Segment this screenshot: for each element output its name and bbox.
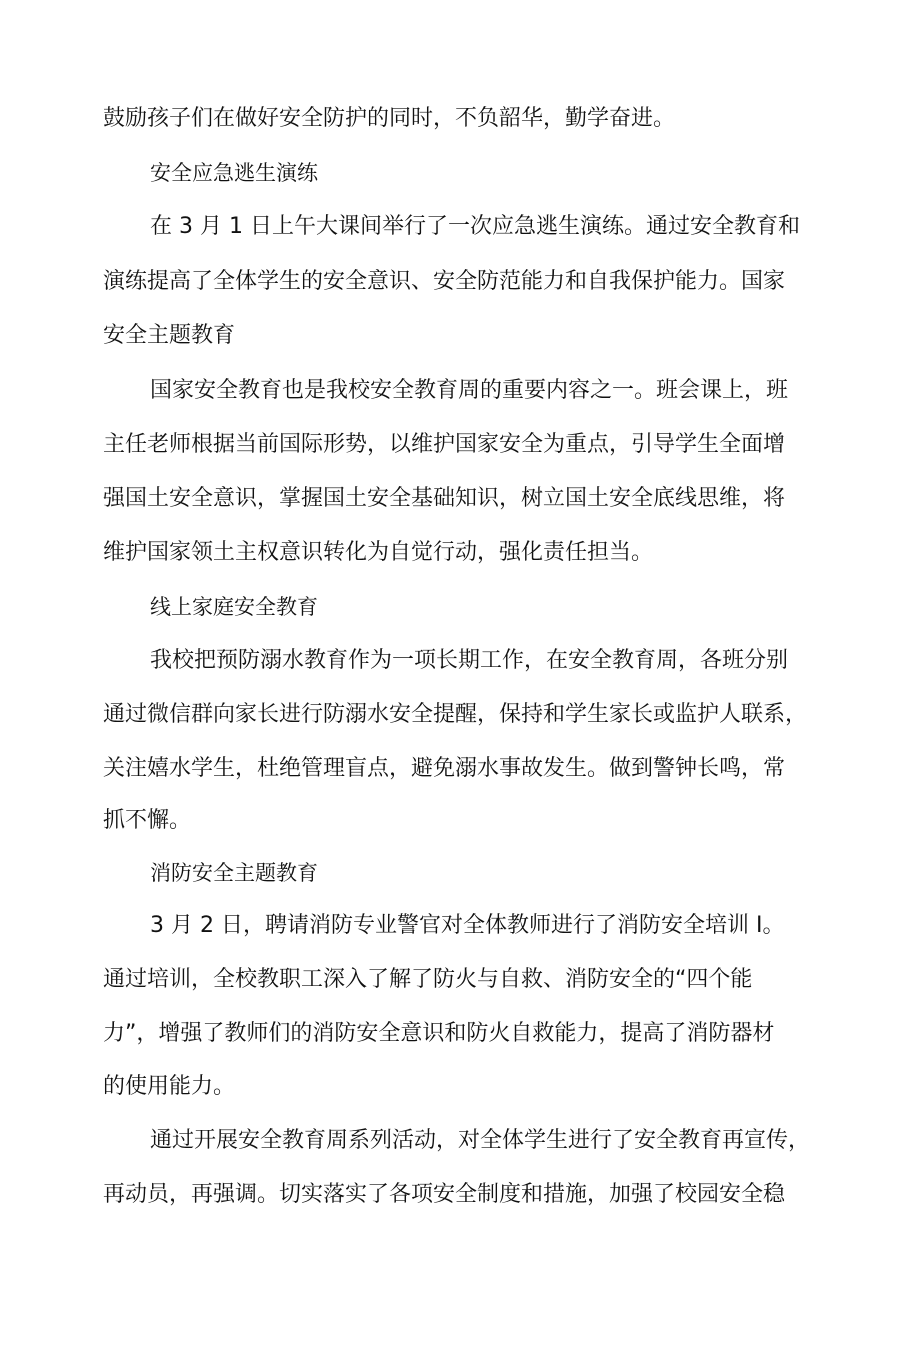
paragraph-line: 3 月 2 日，聘请消防专业警官对全体教师进行了消防安全培训 I。 [150,913,785,938]
paragraph-line: 通过微信群向家长进行防溺水安全提醒，保持和学生家长或监护人联系， [103,702,808,727]
paragraph-line: 通过开展安全教育周系列活动，对全体学生进行了安全教育再宣传， [150,1128,811,1153]
paragraph-line: 关注嬉水学生，杜绝管理盲点，避免溺水事故发生。做到警钟长鸣，常 [103,756,786,781]
paragraph-line: 我校把预防溺水教育作为一项长期工作，在安全教育周，各班分别 [150,648,789,673]
paragraph-line: 强国土安全意识，掌握国土安全基础知识，树立国土安全底线思维，将 [103,486,786,511]
paragraph-line: 国家安全教育也是我校安全教育周的重要内容之一。班会课上，班 [150,378,789,403]
paragraph-line: 鼓励孩子们在做好安全防护的同时，不负韶华，勤学奋进。 [103,106,676,131]
paragraph-line: 通过培训，全校教职工深入了解了防火与自救、消防安全的“四个能 [103,967,753,992]
section-heading: 线上家庭安全教育 [150,595,318,619]
paragraph-line: 安全主题教育 [103,323,236,348]
paragraph-line: 维护国家领土主权意识转化为自觉行动，强化责任担当。 [103,540,654,565]
paragraph-line: 主任老师根据当前国际形势，以维护国家安全为重点，引导学生全面增 [103,432,786,457]
section-heading: 安全应急逃生演练 [150,161,318,185]
paragraph-line: 在 3 月 1 日上午大课间举行了一次应急逃生演练。通过安全教育和 [150,214,800,239]
paragraph-line: 的使用能力。 [103,1074,236,1099]
paragraph-line: 再动员，再强调。切实落实了各项安全制度和措施，加强了校园安全稳 [103,1182,786,1207]
paragraph-line: 抓不懈。 [103,808,192,833]
paragraph-line: 演练提高了全体学生的安全意识、安全防范能力和自我保护能力。国家 [103,269,786,294]
paragraph-line: 力”，增强了教师们的消防安全意识和防火自救能力，提高了消防器材 [103,1021,775,1046]
section-heading: 消防安全主题教育 [150,861,318,885]
